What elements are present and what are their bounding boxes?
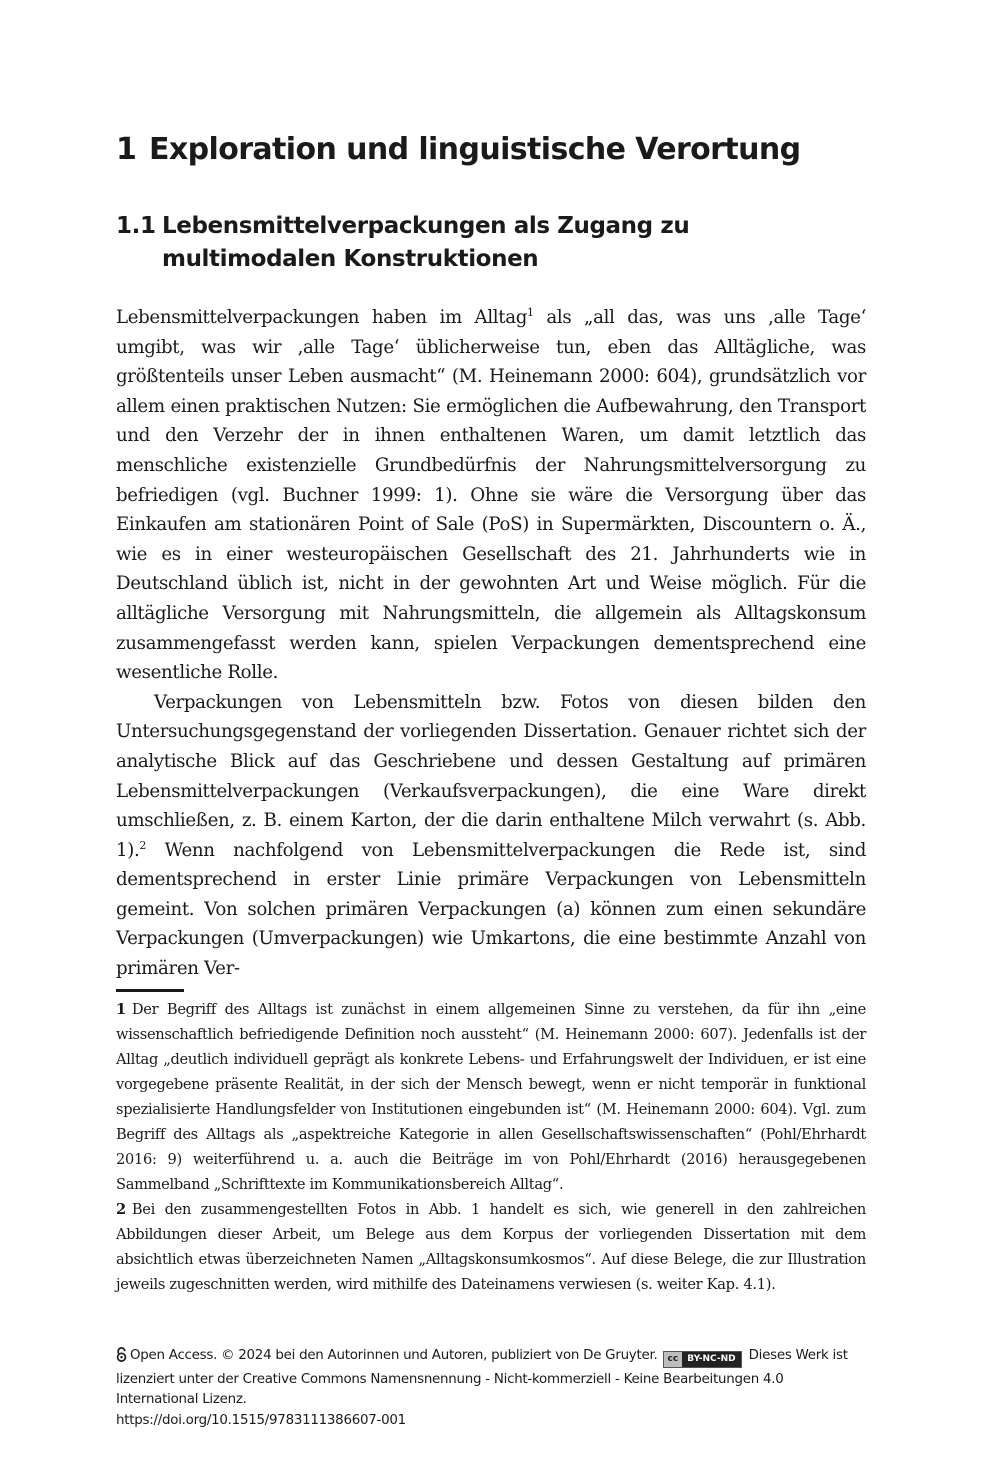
paragraph-text: Lebensmittelverpackungen haben im Alltag [116, 307, 528, 328]
open-access-lock-icon [116, 1347, 127, 1370]
license-text-before: Open Access. © 2024 bei den Autorinnen und Autoren, publiziert von De Gruyter. [130, 1348, 658, 1363]
doi-link[interactable]: https://doi.org/10.1515/9783111386607-001 [116, 1412, 406, 1428]
paragraph-2 [116, 688, 866, 984]
footnote-1 [116, 997, 866, 1197]
section-title: Lebensmittelverpackungen als Zugang zu multimodalen Konstruktionen [162, 213, 690, 272]
paragraph-text: Wenn nachfolgend von Lebensmittelverpackungen die Rede ist, sind dementsprechend in erster Linie primäre Verpackungen von Lebensmitteln gemeint. Von solchen primären Verpackungen (a) können zum einen sekundäre Verpackungen (Umverpackungen) wie Umkartons, die eine bestimmte Anzahl von primären Ver- [116, 839, 866, 980]
paragraph-text: als „all das, was uns ‚alle Tage‘ umgibt, was wir ‚alle Tage‘ üblicherweise tun, eben das Alltägliche, was größtenteils unser Leben ausmacht“ (M. Heinemann 2000: 604), grundsätzlich vor allem einen praktischen Nutzen: Sie ermöglichen die Aufbewahrung, den Transport und den Verzehr der in ihnen enthaltenen Waren, um damit letztlich das menschliche existenzielle Grundbedürfnis der Nahrungsmittelversorgung zu befriedigen (vgl. Buchner 1999: 1). Ohne sie wäre die Versorgung über das Einkaufen am stationären Point of Sale (PoS) in Supermärkten, Discountern o. Ä., wie es in einer westeuropäischen Gesellschaft des 21. Jahrhunderts wie in Deutschland üblich ist, nicht in der gewohnten Art und Weise möglich. Für die alltägliche Versorgung mit Nahrungsmitteln, die allgemein als Alltagskonsum zusammengefasst werden kann, spielen Verpackungen dementsprechend eine wesentliche Rolle. [116, 307, 867, 684]
footnote-text: Bei den zusammengestellten Fotos in Abb. 1 handelt es sich, wie generell in den zahlreichen Abbildungen dieser Arbeit, um Belege aus dem Korpus der vorliegenden Dissertation mit dem absichtlich etwas überzeichneten Namen „Alltagskonsumkosmos“. Auf diese Belege, die zur Illustration jeweils zugeschnitten werden, wird mithilfe des Dateinamens verwiesen (s. weiter Kap. 4.1). [116, 1201, 866, 1293]
chapter-title: Exploration und linguistische Verortung [149, 132, 801, 167]
footnote-ref-2[interactable]: 2 [139, 838, 147, 852]
paragraph-1 [116, 303, 866, 688]
chapter-heading [116, 128, 800, 172]
cc-badge-label: BY-NC-ND [682, 1352, 740, 1367]
paragraph-text: Verpackungen von Lebensmitteln bzw. Fotos von diesen bilden den Untersuchungsgegenstand der vorliegenden Dissertation. Genauer richtet sich der analytische Blick auf das Geschriebene und dessen Gestaltung auf primären Lebensmittelverpackungen (Verkaufsverpackungen), die eine Ware direkt umschließen, z. B. einem Karton, der die darin enthaltene Milch verwahrt (s. Abb. 1). [116, 691, 866, 861]
footnote-divider [116, 989, 184, 992]
section-number: 1.1 [116, 213, 156, 239]
footnote-ref-1[interactable]: 1 [527, 306, 534, 319]
footnote-2 [116, 1197, 866, 1297]
license-notice [116, 1346, 866, 1431]
body-text [116, 303, 866, 984]
footnotes [116, 997, 866, 1297]
footnote-text: Der Begriff des Alltags ist zunächst in einem allgemeinen Sinne zu verstehen, da für ihn „eine wissenschaftlich befriedigende Definition noch aussteht“ (M. Heinemann 2000: 607). Jedenfalls ist der Alltag „deutlich individuell geprägt als konkrete Lebens- und Erfahrungswelt der Individuen, er ist eine vorgegebene präsente Realität, in der sich der Mensch bewegt, wenn er nicht temporär in funktional spezialisierte Handlungsfelder von Institutionen eingebunden ist“ (M. Heinemann 2000: 604). Vgl. zum Begriff des Alltags als „aspektreiche Kategorie in allen Gesellschaftswissenschaften“ (Pohl/Ehrhardt 2016: 9) weiterführend u. a. auch die Beiträge im von Pohl/Ehrhardt (2016) herausgegebenen Sammelband „Schrifttexte im Kommunikationsbereich Alltag“. [116, 1001, 866, 1193]
section-heading [116, 210, 866, 276]
cc-badge-logo: cc [664, 1352, 683, 1367]
cc-license-badge[interactable] [663, 1351, 742, 1368]
license-text-after: Dieses Werk ist lizenziert unter der Creative Commons Namensnennung - Nicht-kommerziell - Keine Bearbeitungen 4.0 International Lizenz. [116, 1348, 848, 1407]
chapter-number: 1 [116, 132, 137, 167]
footnote-number: 1 [116, 1001, 126, 1018]
footnote-number: 2 [116, 1201, 126, 1218]
